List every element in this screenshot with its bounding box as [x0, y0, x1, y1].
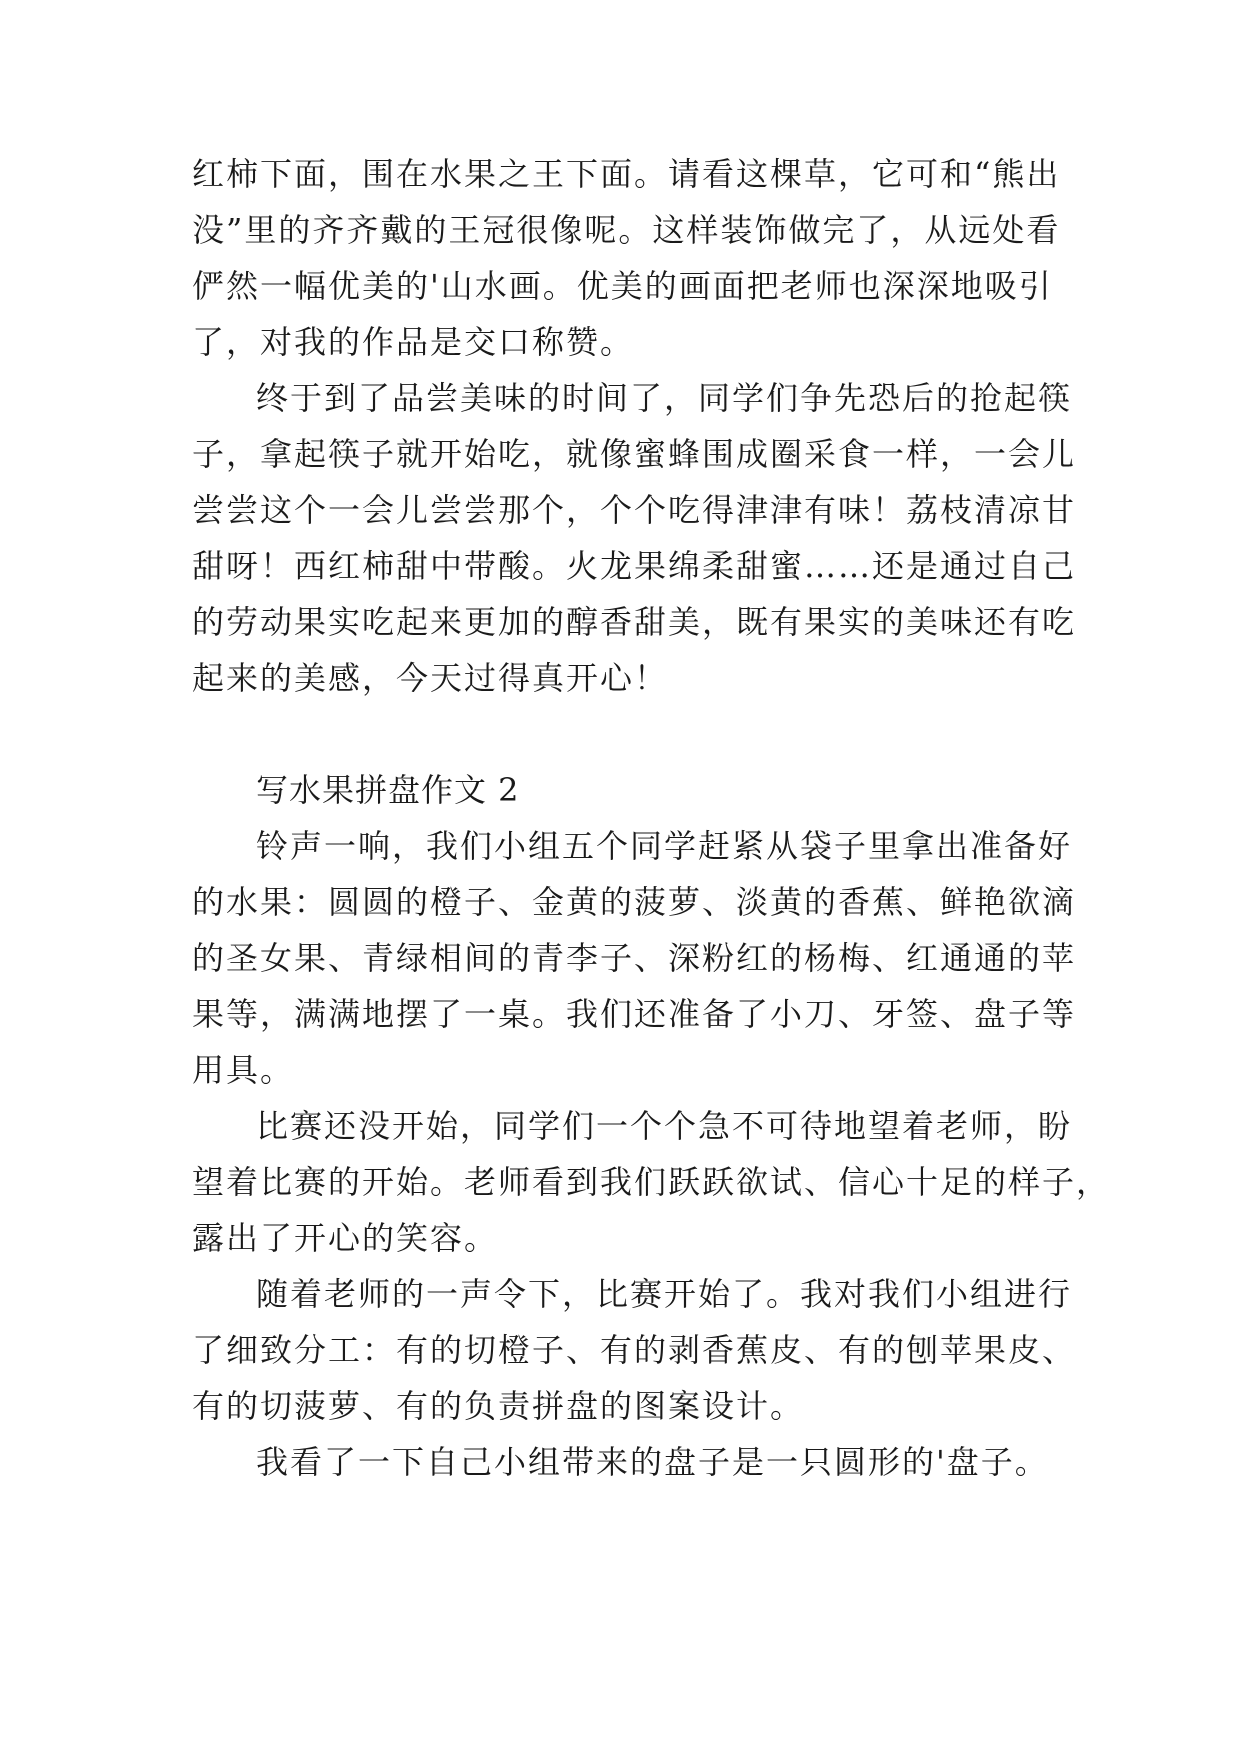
paragraph-line: 起来的美感，今天过得真开心！ — [192, 659, 669, 697]
paragraph-line: 铃声一响，我们小组五个同学赶紧从袋子里拿出准备好 — [256, 827, 1073, 865]
paragraph-line: 的圣女果、青绿相间的青李子、深粉红的杨梅、红通通的苹 — [192, 939, 1077, 977]
paragraph-line: 随着老师的一声令下，比赛开始了。我对我们小组进行 — [256, 1275, 1073, 1313]
paragraph-line: 红柿下面，围在水果之王下面。请看这棵草，它可和“熊出 — [192, 155, 1061, 193]
paragraph-line: 比赛还没开始，同学们一个个急不可待地望着老师，盼 — [256, 1107, 1073, 1145]
paragraph-line: 终于到了品尝美味的时间了，同学们争先恐后的抢起筷 — [256, 379, 1073, 417]
paragraph-line: 我看了一下自己小组带来的盘子是一只圆形的'盘子。 — [256, 1443, 1049, 1481]
paragraph-line: 子，拿起筷子就开始吃，就像蜜蜂围成圈采食一样，一会儿 — [192, 435, 1077, 473]
paragraph-line: 的水果：圆圆的橙子、金黄的菠萝、淡黄的香蕉、鲜艳欲滴 — [192, 883, 1077, 921]
paragraph-line: 了细致分工：有的切橙子、有的剥香蕉皮、有的刨苹果皮、 — [192, 1331, 1077, 1369]
paragraph-line: 用具。 — [192, 1051, 295, 1089]
paragraph-line: 果等，满满地摆了一桌。我们还准备了小刀、牙签、盘子等 — [192, 995, 1077, 1033]
paragraph-line: 露出了开心的笑容。 — [192, 1219, 499, 1257]
paragraph-line: 甜呀！西红柿甜中带酸。火龙果绵柔甜蜜……还是通过自己 — [192, 547, 1077, 585]
paragraph-line: 了，对我的作品是交口称赞。 — [192, 323, 635, 361]
paragraph-line: 尝尝这个一会儿尝尝那个，个个吃得津津有味！荔枝清凉甘 — [192, 491, 1077, 529]
section-heading: 写水果拼盘作文 2 — [256, 771, 520, 809]
paragraph-line: 没”里的齐齐戴的王冠很像呢。这样装饰做完了，从远处看 — [192, 211, 1061, 249]
paragraph-line: 望着比赛的开始。老师看到我们跃跃欲试、信心十足的样子， — [192, 1163, 1111, 1201]
paragraph-line: 有的切菠萝、有的负责拼盘的图案设计。 — [192, 1387, 805, 1425]
paragraph-line: 俨然一幅优美的'山水画。优美的画面把老师也深深地吸引 — [192, 267, 1053, 305]
paragraph-line: 的劳动果实吃起来更加的醇香甜美，既有果实的美味还有吃 — [192, 603, 1077, 641]
